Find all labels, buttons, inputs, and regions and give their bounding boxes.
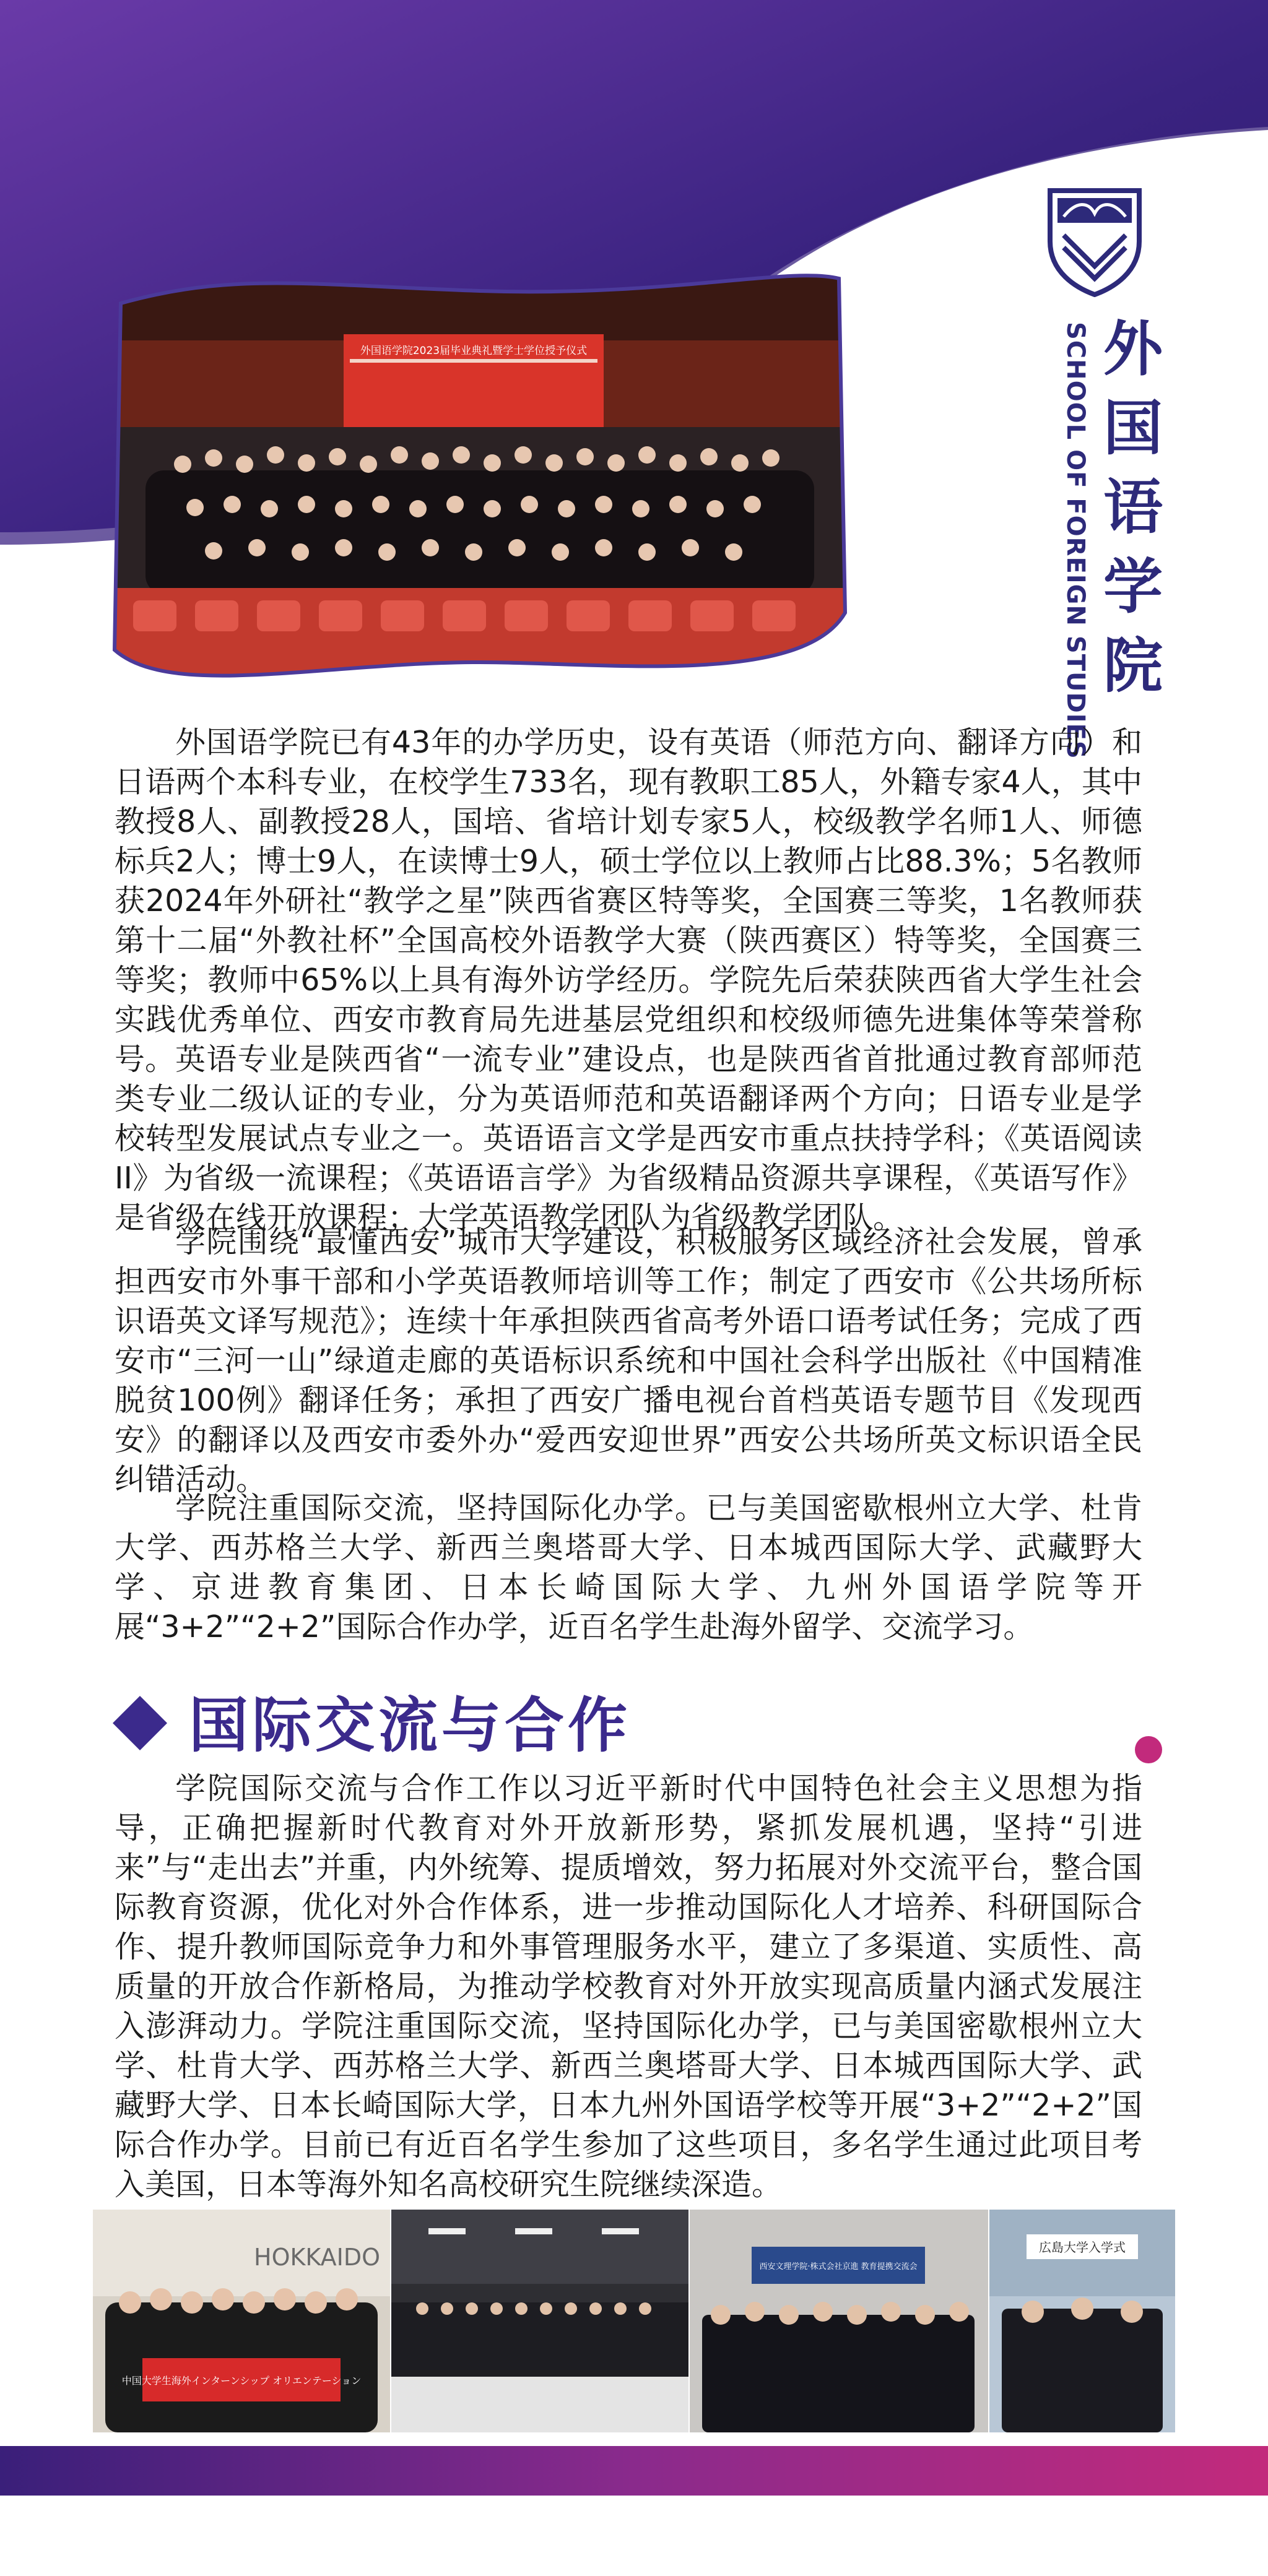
school-name-cn: 外国语学院 [1103, 314, 1163, 701]
photo-jointeaching-meeting [690, 2210, 988, 2432]
intro-paragraph: 学院围绕“最懂西安”城市大学建设，积极服务区域经济社会发展，曾承担西安市外事干部和小学英语教师培训等工作；制定了西安市《公共场所标识语英文译写规范》；连续十年承担陕西省高考外语口语考试任务；完成了西安市“三河一山”绿道走廊的英语标识系统和中国社会科学出版社《中国精准脱贫100例》翻译任务；承担了西安广播电视台首档英语专题节目《发现西安》的翻译以及西安市委外办“爱西安迎世界”西安公共场所英文标识语全民纠错活动。 [115, 1224, 1142, 1497]
school-name-en-text: SCHOOL OF FOREIGN STUDIES [1061, 322, 1090, 759]
photo-hokkaido-group [93, 2210, 390, 2432]
intro-paragraph: 学院注重国际交流，坚持国际化办学。已与美国密歇根州立大学、杜肯大学、西苏格兰大学、新西兰奥塔哥大学、日本城西国际大学、武藏野大学、京进教育集团、日本长崎国际大学、九州外国语学院等开展“3+2”“2+2”国际合作办学，近百名学生赴海外留学、交流学习。 [115, 1490, 1142, 1645]
section-paragraph: 学院国际交流与合作工作以习近平新时代中国特色社会主义思想为指导，正确把握新时代教育对外开放新形势，紧抓发展机遇，坚持“引进来”与“走出去”并重，内外统筹、提质增效，努力拓展对外交流平台，整合国际教育资源，优化对外合作体系，进一步推动国际化人才培养、科研国际合作、提升教师国际竞争力和外事管理服务水平，建立了多渠道、实质性、高质量的开放合作新格局，为推动学校教育对外开放实现高质量内涵式发展注入澎湃动力。学院注重国际交流，坚持国际化办学，已与美国密歇根州立大学、杜肯大学、西苏格兰大学、新西兰奥塔哥大学、日本城西国际大学、武藏野大学、日本长崎国际大学，日本九州外国语学校等开展“3+2”“2+2”国际合作办学。目前已有近百名学生参加了这些项目，多名学生通过此项目考入美国，日本等海外知名高校研究生院继续深造。 [115, 1771, 1142, 2202]
intro-paragraph: 英语专业是陕西省“一流专业”建设点，也是陕西省首批通过教育部师范类专业二级认证的专业，分为英语师范和英语翻译两个方向；日语专业是学校转型发展试点专业之一。英语语言文学是西安市重点扶持学科；《英语阅读II》为省级一流课程；《英语语言学》为省级精品资源共享课程，《英语写作》是省级在线开放课程；大学英语教学团队为省级教学团队。 [115, 1042, 1142, 1235]
photo-sign-text: 広島大学入学式 [1039, 2240, 1126, 2255]
school-logo-icon [1045, 186, 1144, 297]
photo-hiroshima-entrance [989, 2210, 1175, 2432]
photo-sign-text: HOKKAIDO [254, 2244, 381, 2271]
photo-banner-text: 西安文理学院·株式会社京進 教育提携交流会 [759, 2262, 918, 2271]
photo-conference-room [391, 2210, 688, 2432]
school-name-en [1061, 322, 1090, 759]
photo-banner-text: 中国大学生海外インターンシップ オリエンテーション [121, 2375, 362, 2387]
section-diamond-icon [111, 1695, 168, 1752]
footer-gradient-bar [0, 2446, 1268, 2496]
section-title: 国际交流与合作 [189, 1691, 631, 1760]
hero-banner-text: 外国语学院2023届毕业典礼暨学士学位授予仪式 [360, 345, 588, 357]
intro-paragraph: 外国语学院已有43年的办学历史，设有英语（师范方向、翻译方向）和日语两个本科专业，在校学生733名，现有教职工85人，外籍专家4人，其中教授8人、副教授28人，国培、省培计划专家5人，校级教学名师1人、师德标兵2人；博士9人，在读博士9人，硕士学位以上教师占比88.3%；5名教师获2024年外研社“教学之星”陕西省赛区特等奖，全国赛三等奖，1名教师获第十二届“外教社杯”全国高校外语教学大赛（陕西赛区）特等奖，全国赛三等奖；教师中65%以上具有海外访学经历。学院先后荣获陕西省大学生社会实践优秀单位、西安市教育局先进基层党组织和校级师德先进集体等荣誉称号。 [115, 725, 1142, 1077]
hero-graduation-photo [108, 266, 851, 687]
